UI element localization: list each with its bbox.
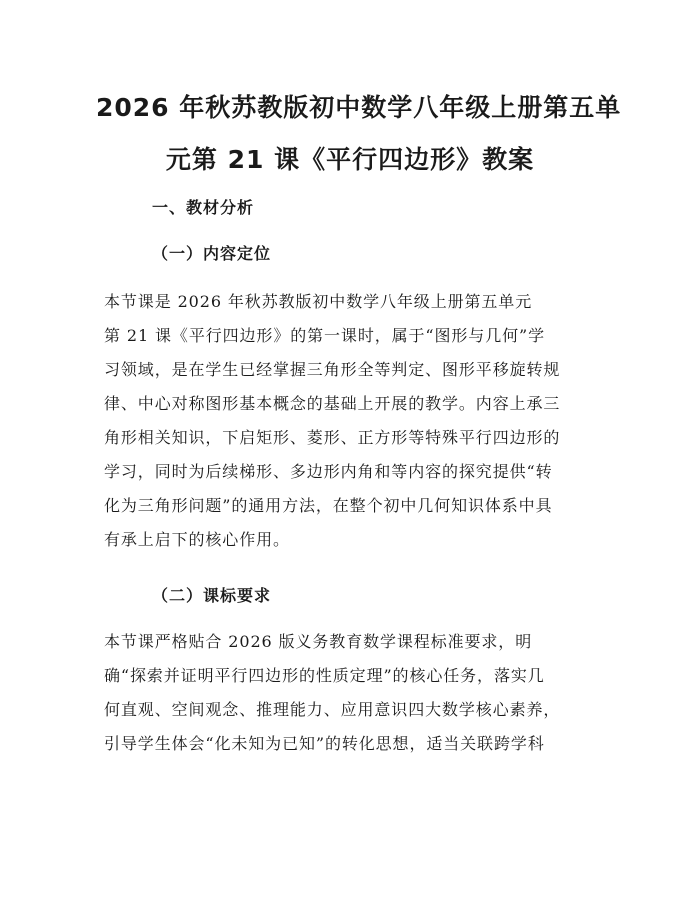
paragraph-line: 何直观、空间观念、推理能力、应用意识四大数学核心素养，	[104, 700, 561, 719]
paragraph-line: 第 21 课《平行四边形》的第一课时，属于“图形与几何”学	[104, 326, 545, 345]
paragraph-line: 律、中心对称图形基本概念的基础上开展的教学。内容上承三	[104, 394, 561, 413]
document-title-line-1: 2026 年秋苏教版初中数学八年级上册第五单	[96, 93, 622, 122]
paragraph-content-positioning	[104, 285, 600, 557]
paragraph-line: 化为三角形问题”的通用方法，在整个初中几何知识体系中具	[104, 496, 553, 515]
paragraph-curriculum-requirements	[104, 625, 600, 761]
paragraph-line: 引导学生体会“化未知为已知”的转化思想，适当关联跨学科	[104, 734, 545, 753]
section-heading-textbook-analysis: 一、教材分析	[152, 198, 255, 217]
paragraph-line: 角形相关知识，下启矩形、菱形、正方形等特殊平行四边形的	[104, 428, 561, 447]
paragraph-line: 确“探索并证明平行四边形的性质定理”的核心任务，落实几	[104, 666, 545, 685]
subsection-heading-curriculum-requirements: （二）课标要求	[152, 586, 272, 605]
document-title-line-2: 元第 21 课《平行四边形》教案	[165, 145, 535, 174]
paragraph-line: 本节课是 2026 年秋苏教版初中数学八年级上册第五单元	[104, 292, 533, 311]
paragraph-line: 本节课严格贴合 2026 版义务教育数学课程标准要求，明	[104, 632, 533, 651]
paragraph-line: 习领域，是在学生已经掌握三角形全等判定、图形平移旋转规	[104, 360, 561, 379]
subsection-heading-content-positioning: （一）内容定位	[152, 244, 272, 263]
paragraph-line: 有承上启下的核心作用。	[104, 530, 290, 549]
paragraph-line: 学习，同时为后续梯形、多边形内角和等内容的探究提供“转	[104, 462, 553, 481]
